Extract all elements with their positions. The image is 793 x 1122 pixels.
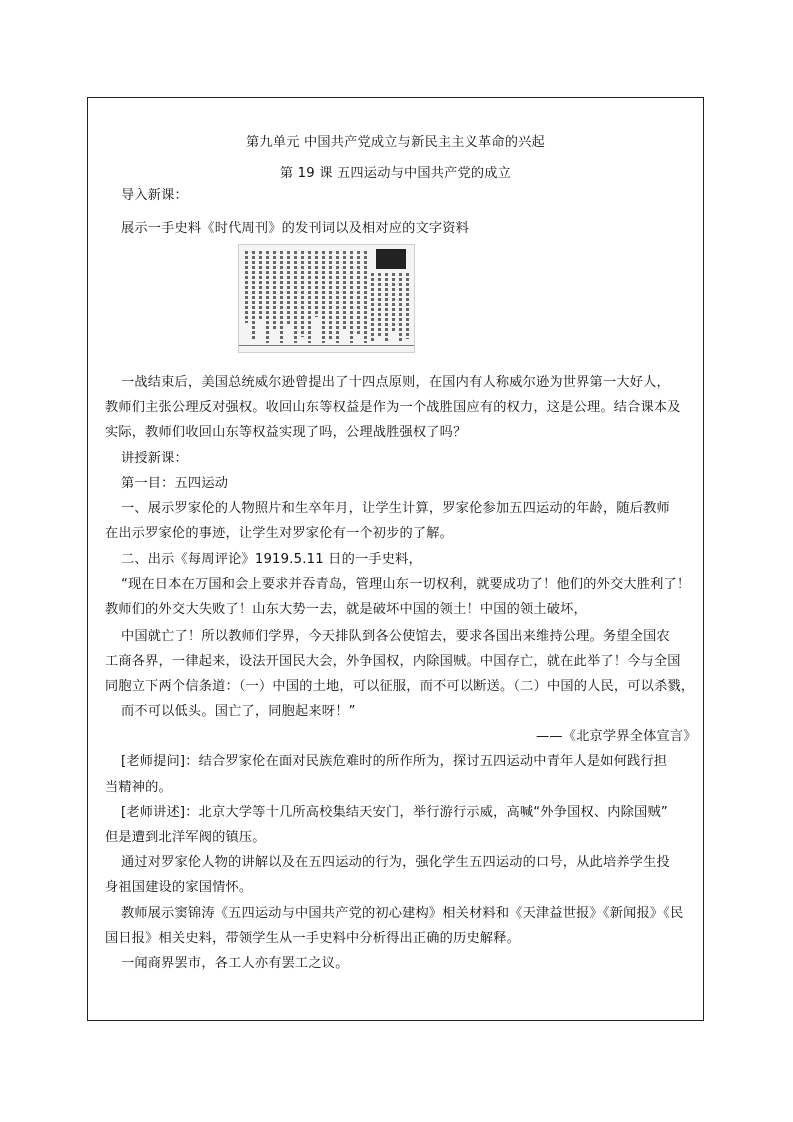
section-label: 讲授新课：: [121, 451, 188, 466]
paragraph-line: 实际，教师们收回山东等权益实现了吗，公理战胜强权了吗？: [105, 425, 467, 440]
paragraph-line: 二、出示《每周评论》1919.5.11 日的一手史料，: [121, 552, 422, 567]
newspaper-scan-image: [238, 244, 415, 353]
newspaper-masthead: [376, 249, 406, 269]
quote-line: 工商各界，一律起来，设法开国民大会，外争国权，内除国贼。中国存亡，就在此举了！今与全国: [105, 654, 681, 669]
paragraph-line: [老师讲述]：北京大学等十几所高校集结天安门，举行游行示威，高喊“外争国权、内除国贼”: [121, 805, 668, 820]
paragraph-line: 但是遭到北洋军阀的镇压。: [105, 830, 266, 845]
lesson-title: 第 19 课 五四运动与中国共产党的成立: [279, 166, 512, 181]
quote-source: ——《北京学界全体宣言》: [536, 729, 697, 744]
paragraph-line: 国日报》相关史料，带领学生从一手史料中分析得出正确的历史解释。: [105, 931, 521, 946]
paragraph-line: 通过对罗家伦人物的讲解以及在五四运动的行为，强化学生五四运动的口号，从此培养学生投: [121, 855, 670, 870]
paragraph-line: 当精神的。: [105, 780, 172, 795]
paragraph-line: 一、展示罗家伦的人物照片和生卒年月，让学生计算，罗家伦参加五四运动的年龄，随后教师: [121, 501, 670, 516]
paragraph-line: 在出示罗家伦的事迹，让学生对罗家伦有一个初步的了解。: [105, 526, 454, 541]
subsection-title: 第一目：五四运动: [121, 476, 229, 491]
paragraph-line: 身祖国建设的家国情怀。: [105, 880, 253, 895]
paragraph-line: 一战结束后，美国总统威尔逊曾提出了十四点原则，在国内有人称威尔逊为世界第一大好人，: [121, 375, 670, 390]
paragraph-line: 教师们主张公理反对强权。收回山东等权益是作为一个战胜国应有的权力，这是公理。结合课本及: [105, 400, 681, 415]
quote-line: “现在日本在万国和会上要求并吞青岛，管理山东一切权利，就要成功了！他们的外交大胜利了！: [121, 577, 691, 592]
paragraph-line: 一闻商界罢市，各工人亦有罢工之议。: [121, 956, 349, 971]
quote-line: 而不可以低头。国亡了，同胞起来呀！”: [121, 704, 356, 719]
quote-line: 同胞立下两个信条道：（一）中国的土地，可以征服，而不可以断送。（二）中国的人民，可以杀戮，: [105, 679, 695, 694]
paragraph-line: 教师展示窦锦涛《五四运动与中国共产党的初心建构》相关材料和《天津益世报》《新闻报》《民: [121, 906, 684, 921]
quote-line: 中国就亡了！所以教师们学界，今天排队到各公使馆去，要求各国出来维持公理。务望全国农: [121, 629, 670, 644]
unit-title: 第九单元 中国共产党成立与新民主主义革命的兴起: [246, 135, 545, 150]
paragraph-line: [老师提问]：结合罗家伦在面对民族危难时的所作所为，探讨五四运动中青年人是如何践行担: [121, 754, 668, 769]
intro-label: 导入新课：: [121, 188, 188, 203]
quote-line: 教师们的外交大失败了！山东大势一去，就是破坏中国的领土！中国的领土破坏，: [105, 602, 587, 617]
intro-text: 展示一手史料《时代周刊》的发刊词以及相对应的文字资料: [121, 221, 470, 236]
